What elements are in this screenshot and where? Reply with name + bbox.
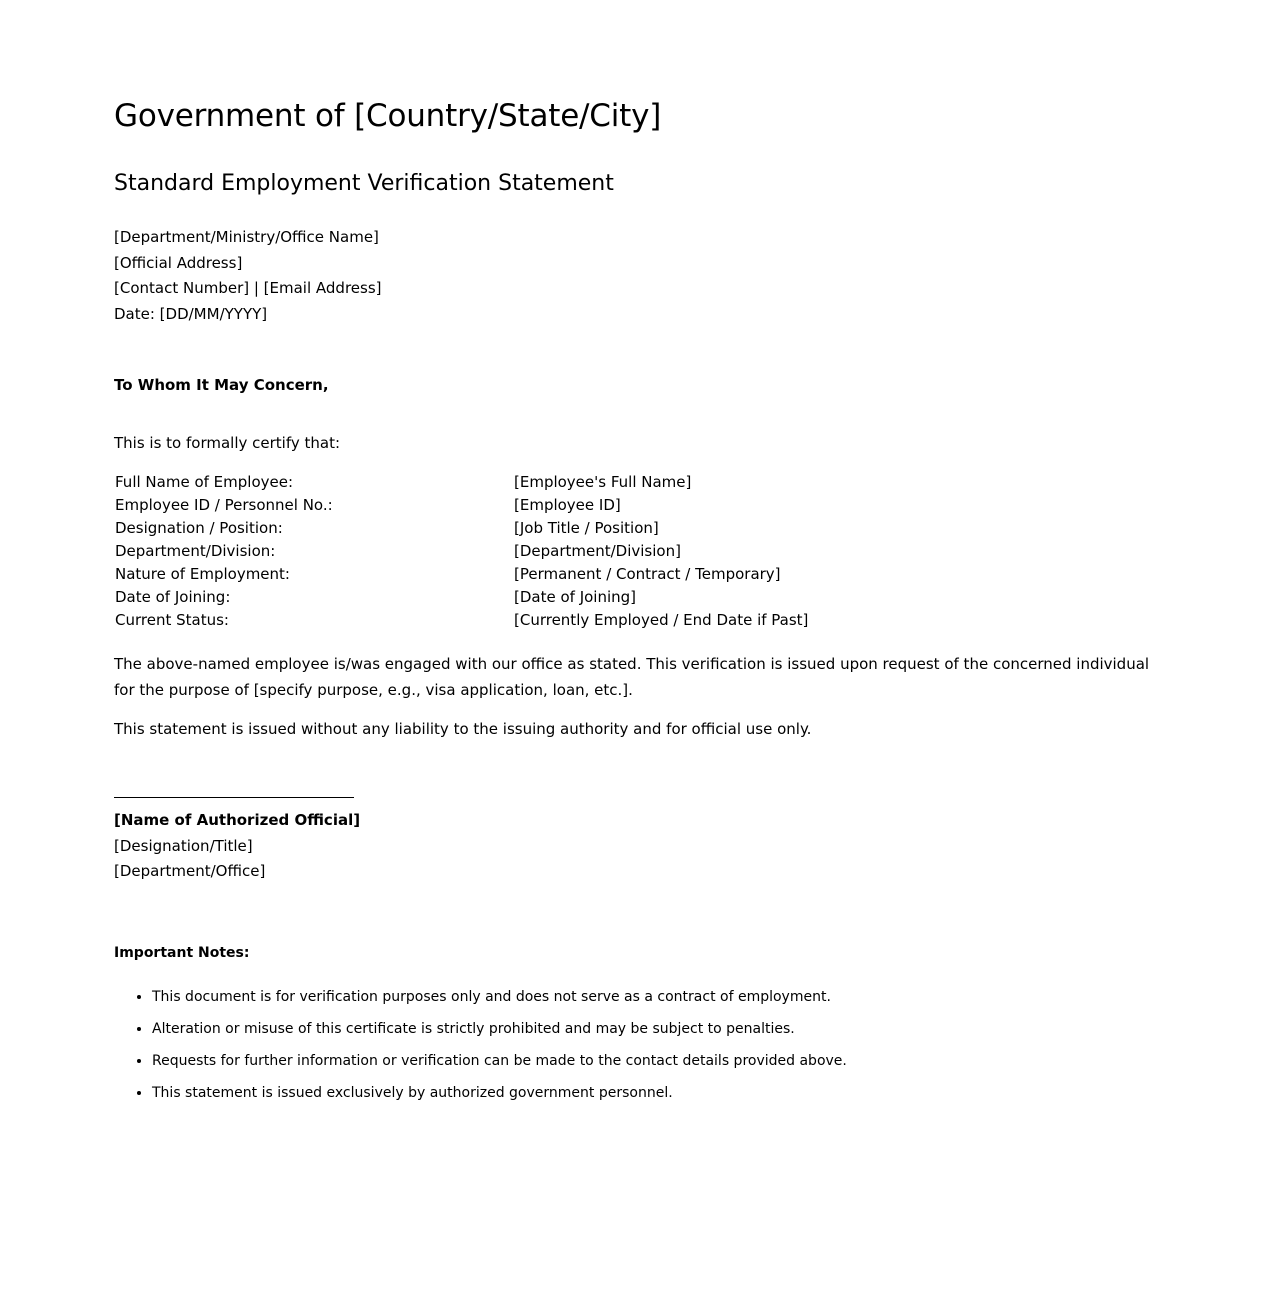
- detail-value: [Employee's Full Name]: [514, 473, 692, 491]
- note-item: • Requests for further information or verification can be made to the contact details provided above.: [152, 1053, 847, 1085]
- document-subtitle: Standard Employment Verification Statement: [114, 171, 614, 196]
- detail-row-full-name: [115, 473, 808, 496]
- note-item: • This document is for verification purposes only and does not serve as a contract of employment.: [152, 989, 847, 1021]
- detail-label: Current Status:: [115, 611, 229, 629]
- official-name: [Name of Authorized Official]: [114, 811, 361, 829]
- detail-label: Full Name of Employee:: [115, 473, 294, 491]
- document-date: Date: [DD/MM/YYYY]: [114, 304, 268, 323]
- detail-row-designation: [115, 519, 808, 542]
- detail-label: Employee ID / Personnel No.:: [115, 496, 333, 514]
- verification-paragraph: The above-named employee is/was engaged with our office as stated. This verification is issued upon request of the concerned individual for the purpose of [specify purpose, e.g., visa application, loan, etc.].: [114, 655, 1150, 699]
- detail-label: Department/Division:: [115, 542, 276, 560]
- detail-value: [Job Title / Position]: [514, 519, 659, 537]
- official-designation: [Designation/Title]: [114, 836, 253, 855]
- office-address: [Official Address]: [114, 253, 243, 272]
- detail-label: Date of Joining:: [115, 588, 231, 606]
- detail-row-department: [115, 542, 808, 565]
- office-department: [Department/Ministry/Office Name]: [114, 228, 379, 246]
- salutation: To Whom It May Concern,: [114, 376, 329, 394]
- detail-value: [Currently Employed / End Date if Past]: [514, 611, 809, 629]
- liability-paragraph: This statement is issued without any liability to the issuing authority and for official use only.: [114, 720, 812, 738]
- detail-value: [Date of Joining]: [514, 588, 637, 606]
- notes-heading: Important Notes:: [114, 945, 250, 961]
- detail-value: [Employee ID]: [514, 496, 621, 514]
- intro-text: This is to formally certify that:: [114, 434, 341, 452]
- signature-line: [114, 797, 354, 798]
- note-item: • Alteration or misuse of this certificate is strictly prohibited and may be subject to penalties.: [152, 1021, 847, 1053]
- official-department: [Department/Office]: [114, 862, 266, 880]
- note-item: • This statement is issued exclusively by authorized government personnel.: [152, 1085, 847, 1117]
- detail-row-nature: [115, 565, 808, 588]
- signature-block: [114, 808, 360, 885]
- detail-row-status: [115, 611, 808, 634]
- detail-row-joining-date: [115, 588, 808, 611]
- document-title: Government of [Country/State/City]: [114, 98, 662, 134]
- detail-label: Designation / Position:: [115, 519, 283, 537]
- employee-details-table: [115, 473, 808, 634]
- detail-label: Nature of Employment:: [115, 565, 290, 583]
- detail-value: [Permanent / Contract / Temporary]: [514, 565, 781, 583]
- detail-value: [Department/Division]: [514, 542, 681, 560]
- office-details: [114, 225, 382, 327]
- detail-row-employee-id: [115, 496, 808, 519]
- notes-list: [114, 989, 847, 1117]
- office-contact: [Contact Number] | [Email Address]: [114, 279, 382, 297]
